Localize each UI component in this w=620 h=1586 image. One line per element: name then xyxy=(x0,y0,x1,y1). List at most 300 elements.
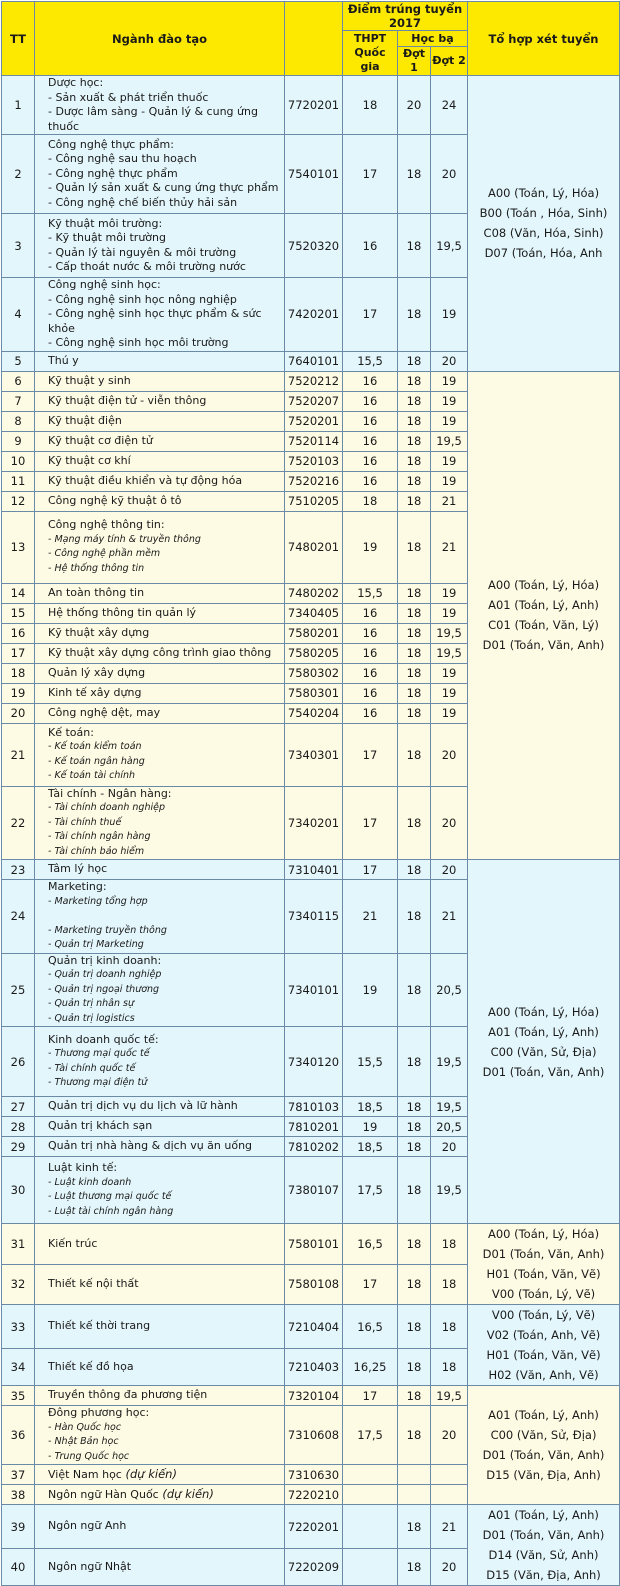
combo-cell xyxy=(468,76,620,372)
table-row xyxy=(2,1224,620,1265)
program-major: - Trung Quốc học xyxy=(48,1450,130,1462)
combo-item: D01 (Toán, Văn, Anh) xyxy=(482,1528,605,1542)
combo-item: A00 (Toán, Lý, Hóa) xyxy=(487,186,600,201)
combo-item: H01 (Toán, Văn, Vẽ) xyxy=(486,1267,601,1281)
program-name: Truyền thông đa phương tiện xyxy=(48,1388,208,1402)
program-name: Kỹ thuật y sinh xyxy=(48,373,131,387)
program-cell xyxy=(35,371,285,391)
combo-item: D15 (Văn, Địa, Anh) xyxy=(486,1468,601,1482)
score-thpt: 16 xyxy=(343,471,398,491)
row-number: 30 xyxy=(2,1157,35,1224)
program-cell xyxy=(35,1485,285,1505)
score-thpt: 16 xyxy=(343,603,398,623)
program-name: Thiết kế nội thất xyxy=(48,1277,139,1290)
program-major-line xyxy=(48,801,284,830)
row-number: 28 xyxy=(2,1117,35,1137)
score-dot1: 18 xyxy=(398,1549,431,1586)
score-dot1: 18 xyxy=(398,643,431,663)
program-major: - Kế toán kiểm toán xyxy=(48,741,142,752)
score-dot2: 20 xyxy=(431,723,468,786)
row-number: 32 xyxy=(2,1264,35,1305)
score-thpt: 16 xyxy=(343,703,398,723)
score-dot1: 18 xyxy=(398,1305,431,1349)
score-dot1: 18 xyxy=(398,1097,431,1117)
score-thpt: 19 xyxy=(343,953,398,1027)
combo-item: A00 (Toán, Lý, Hóa) xyxy=(487,1004,600,1019)
header-program: Ngành đào tạo xyxy=(35,2,285,76)
program-code: 7520320 xyxy=(285,214,343,278)
program-code: 7420201 xyxy=(285,278,343,352)
program-name: Quản trị nhà hàng & dịch vụ ăn uống xyxy=(48,1139,253,1153)
combo-item: A01 (Toán, Lý, Anh) xyxy=(488,1508,599,1522)
score-dot2: 18 xyxy=(431,1349,468,1386)
score-thpt: 16,25 xyxy=(343,1349,398,1386)
program-major-line xyxy=(48,895,284,924)
program-name: Dược học: xyxy=(48,76,104,89)
program-code: 7580205 xyxy=(285,643,343,663)
table-row xyxy=(2,371,620,391)
program-major: - Công nghệ sinh học môi trường xyxy=(48,336,229,349)
program-note: (dự kiến) xyxy=(125,1466,177,1481)
program-code: 7210404 xyxy=(285,1305,343,1349)
score-thpt: 16,5 xyxy=(343,1224,398,1265)
program-major: - Quản trị doanh nghiệp xyxy=(48,969,162,980)
program-note: (dự kiến) xyxy=(162,1486,214,1501)
score-thpt: 17 xyxy=(343,860,398,880)
combo-item: C00 (Văn, Sử, Địa) xyxy=(490,1044,597,1059)
program-name: Kỹ thuật xây dựng công trình giao thông xyxy=(48,645,272,659)
score-dot2: 21 xyxy=(431,511,468,583)
combo-item: H01 (Toán, Văn, Vẽ) xyxy=(486,1348,601,1362)
program-name: Kế toán: xyxy=(48,725,94,739)
row-number: 17 xyxy=(2,643,35,663)
score-dot2: 19,5 xyxy=(431,214,468,278)
row-number: 33 xyxy=(2,1305,35,1349)
row-number: 29 xyxy=(2,1137,35,1157)
score-thpt: 17 xyxy=(343,135,398,214)
header-thpt: THPT Quốc gia xyxy=(343,31,398,76)
combo-item: C01 (Toán, Văn, Lý) xyxy=(488,618,599,633)
score-dot2: 19 xyxy=(431,663,468,683)
program-cell xyxy=(35,1027,285,1097)
row-number: 4 xyxy=(2,278,35,352)
program-major: - Mạng máy tính & truyền thông xyxy=(48,533,201,545)
combo-item: A00 (Toán, Lý, Hóa) xyxy=(487,578,600,593)
row-number: 24 xyxy=(2,880,35,954)
score-thpt xyxy=(343,1465,398,1485)
program-major: - Tài chính ngân hàng xyxy=(48,831,151,842)
program-code: 7810201 xyxy=(285,1117,343,1137)
program-cell xyxy=(35,76,285,135)
program-name: Công nghệ thông tin: xyxy=(48,518,165,531)
row-number: 20 xyxy=(2,703,35,723)
score-thpt: 16 xyxy=(343,411,398,431)
score-thpt: 16 xyxy=(343,431,398,451)
program-major: - Hệ thống thông tin xyxy=(48,562,145,574)
score-dot1: 18 xyxy=(398,411,431,431)
score-dot2: 19 xyxy=(431,471,468,491)
combo-item: D14 (Văn, Sử, Anh) xyxy=(488,1548,599,1562)
program-code: 7310630 xyxy=(285,1465,343,1485)
score-dot1 xyxy=(398,1485,431,1505)
program-cell xyxy=(35,1157,285,1224)
score-dot2: 18 xyxy=(431,1305,468,1349)
program-code: 7540204 xyxy=(285,703,343,723)
score-dot2: 18 xyxy=(431,1224,468,1265)
score-thpt: 17 xyxy=(343,1264,398,1305)
program-code: 7640101 xyxy=(285,351,343,371)
program-code: 7340301 xyxy=(285,723,343,786)
score-thpt: 16 xyxy=(343,683,398,703)
program-cell xyxy=(35,786,285,860)
program-major: - Tài chính thuế xyxy=(48,816,122,828)
program-name: Quản lý xây dựng xyxy=(48,665,146,679)
score-dot1: 18 xyxy=(398,583,431,603)
score-thpt: 16 xyxy=(343,391,398,411)
score-dot1: 18 xyxy=(398,431,431,451)
program-major: - Kỹ thuật môi trường xyxy=(48,231,166,244)
program-name: Quản trị khách sạn xyxy=(48,1119,153,1133)
table-row xyxy=(2,76,620,135)
score-thpt: 18 xyxy=(343,491,398,511)
program-major: - Quản lý tài nguyên & môi trường xyxy=(48,245,237,259)
score-dot2: 19 xyxy=(431,603,468,623)
row-number: 35 xyxy=(2,1386,35,1406)
program-major: - Công nghệ phần mềm xyxy=(48,548,161,559)
score-dot2: 19 xyxy=(431,583,468,603)
program-code: 7580201 xyxy=(285,623,343,643)
score-thpt: 17 xyxy=(343,278,398,352)
program-code: 7220201 xyxy=(285,1505,343,1549)
row-number: 18 xyxy=(2,663,35,683)
program-major: - Luật tài chính ngân hàng xyxy=(48,1205,174,1217)
row-number: 37 xyxy=(2,1465,35,1485)
program-name: Tài chính - Ngân hàng: xyxy=(48,786,172,800)
program-major: - Thương mại quốc tế xyxy=(48,1048,150,1059)
combo-item: A01 (Toán, Lý, Anh) xyxy=(488,1024,599,1039)
program-major: - Quản lý sản xuất & cung ứng thực phẩm xyxy=(48,181,279,195)
score-dot1: 18 xyxy=(398,880,431,954)
program-name: Kỹ thuật cơ khí xyxy=(48,453,131,467)
combo-cell xyxy=(468,860,620,1224)
program-major: - Hàn Quốc học xyxy=(48,1421,122,1433)
score-dot2: 18 xyxy=(431,1264,468,1305)
score-thpt: 15,5 xyxy=(343,351,398,371)
score-dot1 xyxy=(398,1465,431,1485)
program-name: Ngôn ngữ Hàn Quốc xyxy=(48,1487,159,1501)
program-cell xyxy=(35,860,285,880)
program-name: Thiết kế đồ họa xyxy=(48,1359,134,1373)
score-thpt: 16,5 xyxy=(343,1305,398,1349)
score-dot2: 19 xyxy=(431,278,468,352)
program-cell xyxy=(35,451,285,471)
score-dot2: 19 xyxy=(431,391,468,411)
score-dot2: 19 xyxy=(431,703,468,723)
program-code: 7210403 xyxy=(285,1349,343,1386)
program-major: - Thương mại điện tử xyxy=(48,1077,148,1088)
score-dot2: 19,5 xyxy=(431,1027,468,1097)
program-major: - Luật thương mại quốc tế xyxy=(48,1191,172,1202)
program-code: 7520103 xyxy=(285,451,343,471)
row-number: 25 xyxy=(2,953,35,1027)
score-dot2: 19,5 xyxy=(431,431,468,451)
score-dot2: 20 xyxy=(431,860,468,880)
score-dot2 xyxy=(431,1465,468,1485)
combo-cell xyxy=(468,1386,620,1505)
program-cell xyxy=(35,278,285,352)
program-code: 7310608 xyxy=(285,1406,343,1465)
score-dot2: 19 xyxy=(431,683,468,703)
program-code: 7320104 xyxy=(285,1386,343,1406)
row-number: 23 xyxy=(2,860,35,880)
program-code: 7810202 xyxy=(285,1137,343,1157)
combo-cell xyxy=(468,1505,620,1586)
combo-item: V02 (Toán, Anh, Vẽ) xyxy=(486,1328,601,1342)
program-name: Kỹ thuật môi trường: xyxy=(48,216,163,230)
program-cell xyxy=(35,1349,285,1386)
combo-item: A01 (Toán, Lý, Anh) xyxy=(488,598,599,613)
program-code: 7340201 xyxy=(285,786,343,860)
program-cell xyxy=(35,1305,285,1349)
program-code: 7380107 xyxy=(285,1157,343,1224)
score-thpt: 17 xyxy=(343,1386,398,1406)
combo-item: V00 (Toán, Lý, Vẽ) xyxy=(491,1287,596,1301)
program-major: - Kế toán tài chính xyxy=(48,770,136,781)
program-cell xyxy=(35,583,285,603)
program-cell xyxy=(35,1386,285,1406)
program-name: Kinh doanh quốc tế: xyxy=(48,1032,159,1046)
combo-cell xyxy=(468,1224,620,1305)
program-cell xyxy=(35,351,285,371)
score-dot2: 19 xyxy=(431,411,468,431)
program-code: 7220210 xyxy=(285,1485,343,1505)
program-code: 7520212 xyxy=(285,371,343,391)
program-major: - Công nghệ sau thu hoạch xyxy=(48,152,197,166)
combo-item: D15 (Văn, Địa, Anh) xyxy=(486,1568,601,1582)
combo-item: D01 (Toán, Văn, Anh) xyxy=(482,1247,605,1261)
score-thpt: 16 xyxy=(343,451,398,471)
score-dot2: 19 xyxy=(431,451,468,471)
program-cell xyxy=(35,411,285,431)
row-number: 13 xyxy=(2,511,35,583)
combo-item: V00 (Toán, Lý, Vẽ) xyxy=(491,1308,596,1322)
program-cell xyxy=(35,511,285,583)
program-code: 7580302 xyxy=(285,663,343,683)
row-number: 14 xyxy=(2,583,35,603)
row-number: 26 xyxy=(2,1027,35,1097)
score-dot2: 19,5 xyxy=(431,1157,468,1224)
program-major: - Marketing truyền thông xyxy=(48,924,167,936)
program-cell xyxy=(35,431,285,451)
score-thpt: 16 xyxy=(343,643,398,663)
combo-item: D07 (Toán, Hóa, Anh xyxy=(484,246,603,261)
header-tt: TT xyxy=(2,2,35,76)
program-cell xyxy=(35,391,285,411)
row-number: 11 xyxy=(2,471,35,491)
table-row xyxy=(2,1386,620,1406)
admission-table xyxy=(1,1,620,1586)
score-thpt: 16 xyxy=(343,214,398,278)
program-name: Thú y xyxy=(48,353,79,367)
score-thpt: 21 xyxy=(343,880,398,954)
program-code: 7540101 xyxy=(285,135,343,214)
row-number: 39 xyxy=(2,1505,35,1549)
header-dot1: Đợt 1 xyxy=(398,47,431,76)
row-number: 7 xyxy=(2,391,35,411)
program-code: 7510205 xyxy=(285,491,343,511)
score-dot1: 18 xyxy=(398,491,431,511)
program-code: 7310401 xyxy=(285,860,343,880)
row-number: 34 xyxy=(2,1349,35,1386)
program-cell xyxy=(35,1406,285,1465)
program-major: - Kế toán ngân hàng xyxy=(48,755,145,767)
program-major: - Quản trị Marketing xyxy=(48,939,144,950)
program-name: Kiến trúc xyxy=(48,1236,98,1250)
program-cell xyxy=(35,214,285,278)
combo-item: D01 (Toán, Văn, Anh) xyxy=(482,1448,605,1462)
program-code: 7480202 xyxy=(285,583,343,603)
score-dot1: 18 xyxy=(398,1157,431,1224)
score-thpt: 16 xyxy=(343,371,398,391)
program-name: Kinh tế xây dựng xyxy=(48,685,142,699)
score-dot1: 18 xyxy=(398,351,431,371)
program-major: - Sản xuất & phát triển thuốc xyxy=(48,90,209,104)
score-thpt xyxy=(343,1549,398,1586)
program-cell xyxy=(35,953,285,1027)
score-dot1: 18 xyxy=(398,623,431,643)
program-code: 7520207 xyxy=(285,391,343,411)
row-number: 21 xyxy=(2,723,35,786)
row-number: 9 xyxy=(2,431,35,451)
program-cell xyxy=(35,471,285,491)
program-major: - Tài chính bảo hiểm xyxy=(48,845,145,857)
program-code: 7520216 xyxy=(285,471,343,491)
program-name: Công nghệ thực phẩm: xyxy=(48,137,174,151)
program-name: Kỹ thuật xây dựng xyxy=(48,625,150,639)
score-thpt xyxy=(343,1505,398,1549)
program-major: - Quản trị nhân sự xyxy=(48,998,134,1009)
program-name: Kỹ thuật điều khiển và tự động hóa xyxy=(48,473,243,487)
program-major: - Quản trị logistics xyxy=(48,1012,135,1024)
program-code: 7340120 xyxy=(285,1027,343,1097)
score-dot2: 20 xyxy=(431,1549,468,1586)
score-thpt: 15,5 xyxy=(343,1027,398,1097)
score-dot2: 21 xyxy=(431,491,468,511)
row-number: 1 xyxy=(2,76,35,135)
row-number: 3 xyxy=(2,214,35,278)
program-cell xyxy=(35,703,285,723)
program-cell xyxy=(35,1549,285,1586)
score-dot2: 20 xyxy=(431,1406,468,1465)
program-major: - Tài chính doanh nghiệp xyxy=(48,802,165,813)
program-major-line xyxy=(48,924,284,953)
row-number: 5 xyxy=(2,351,35,371)
program-name: Công nghệ dệt, may xyxy=(48,705,161,719)
header-code xyxy=(285,2,343,76)
program-name: Kỹ thuật điện xyxy=(48,413,122,427)
score-thpt: 16 xyxy=(343,623,398,643)
row-number: 15 xyxy=(2,603,35,623)
score-dot1: 18 xyxy=(398,663,431,683)
score-dot1: 18 xyxy=(398,135,431,214)
program-name: Việt Nam học xyxy=(48,1467,122,1481)
row-number: 8 xyxy=(2,411,35,431)
program-major-line xyxy=(48,997,284,1026)
score-dot1: 18 xyxy=(398,1505,431,1549)
score-dot1: 18 xyxy=(398,451,431,471)
score-thpt: 18 xyxy=(343,76,398,135)
program-major-line xyxy=(48,830,284,859)
score-dot1: 18 xyxy=(398,1117,431,1137)
combo-item: B00 (Toán , Hóa, Sinh) xyxy=(479,206,608,221)
score-thpt xyxy=(343,1485,398,1505)
program-major: - Marketing tổng hợp xyxy=(48,895,148,907)
combo-item: C08 (Văn, Hóa, Sinh) xyxy=(483,226,604,241)
program-name: Quản trị kinh doanh: xyxy=(48,953,162,967)
program-code: 7520114 xyxy=(285,431,343,451)
program-major: - Cấp thoát nước & môi trường nước xyxy=(48,260,246,273)
row-number: 27 xyxy=(2,1097,35,1117)
score-dot2: 19 xyxy=(431,371,468,391)
score-dot1: 18 xyxy=(398,683,431,703)
row-number: 40 xyxy=(2,1549,35,1586)
score-dot1: 18 xyxy=(398,1137,431,1157)
table-row xyxy=(2,860,620,880)
combo-item: D01 (Toán, Văn, Anh) xyxy=(482,638,605,653)
program-cell xyxy=(35,643,285,663)
row-number: 19 xyxy=(2,683,35,703)
header-hocba: Học bạ xyxy=(398,31,468,47)
score-dot1: 18 xyxy=(398,603,431,623)
score-dot2: 19,5 xyxy=(431,1097,468,1117)
program-name: Kỹ thuật cơ điện tử xyxy=(48,433,153,447)
score-thpt: 17 xyxy=(343,786,398,860)
score-thpt: 18,5 xyxy=(343,1097,398,1117)
score-thpt: 15,5 xyxy=(343,583,398,603)
score-dot1: 18 xyxy=(398,786,431,860)
score-dot1: 18 xyxy=(398,860,431,880)
score-dot2: 21 xyxy=(431,880,468,954)
row-number: 38 xyxy=(2,1485,35,1505)
program-cell xyxy=(35,723,285,786)
score-thpt: 19 xyxy=(343,1117,398,1137)
program-name: Marketing: xyxy=(48,880,107,893)
score-dot1: 18 xyxy=(398,953,431,1027)
program-code: 7480201 xyxy=(285,511,343,583)
row-number: 2 xyxy=(2,135,35,214)
program-code: 7220209 xyxy=(285,1549,343,1586)
program-major: - Luật kinh doanh xyxy=(48,1176,132,1188)
program-major: - Tài chính quốc tế xyxy=(48,1062,136,1074)
score-dot1: 18 xyxy=(398,1027,431,1097)
score-dot2: 20 xyxy=(431,135,468,214)
score-dot1: 18 xyxy=(398,391,431,411)
program-name: Công nghệ kỹ thuật ô tô xyxy=(48,493,182,507)
score-dot2: 20 xyxy=(431,1137,468,1157)
row-number: 22 xyxy=(2,786,35,860)
program-code: 7580108 xyxy=(285,1264,343,1305)
program-cell xyxy=(35,1137,285,1157)
score-dot2: 20 xyxy=(431,786,468,860)
score-dot1: 18 xyxy=(398,371,431,391)
program-cell xyxy=(35,623,285,643)
score-thpt: 18,5 xyxy=(343,1137,398,1157)
row-number: 16 xyxy=(2,623,35,643)
program-code: 7340405 xyxy=(285,603,343,623)
row-number: 10 xyxy=(2,451,35,471)
row-number: 6 xyxy=(2,371,35,391)
score-dot1: 18 xyxy=(398,1406,431,1465)
